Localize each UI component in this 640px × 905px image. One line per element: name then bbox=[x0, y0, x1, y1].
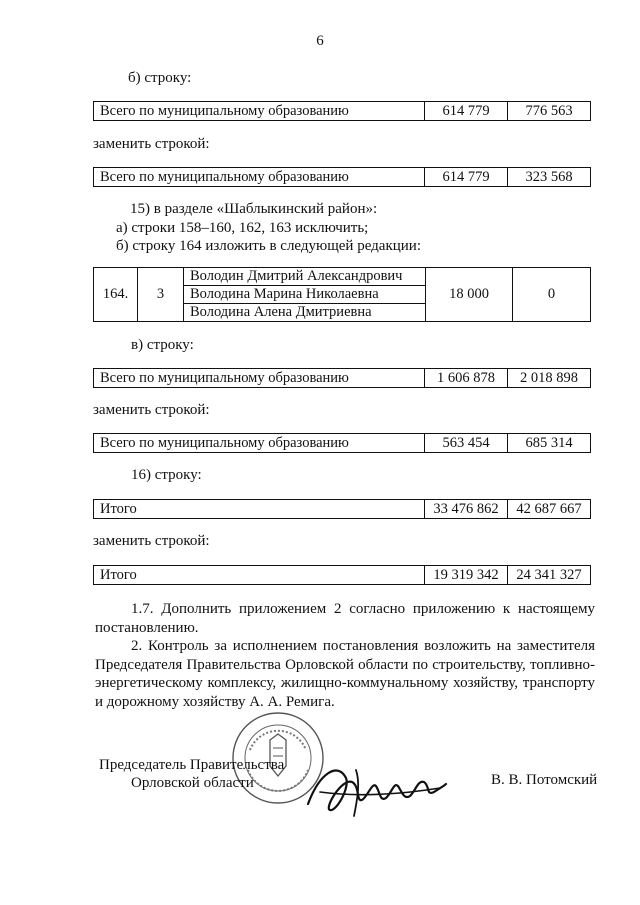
row-family-count: 3 bbox=[138, 268, 184, 322]
signatory-name: В. В. Потомский bbox=[491, 772, 598, 788]
row-label: Всего по муниципальному образованию bbox=[94, 369, 425, 388]
row-value-2: 323 568 bbox=[508, 168, 591, 187]
table-row bbox=[94, 500, 591, 519]
item-16: 16) строку: bbox=[131, 467, 202, 483]
table-row bbox=[94, 102, 591, 121]
table-row bbox=[94, 566, 591, 585]
row-value-2: 776 563 bbox=[508, 102, 591, 121]
row-person-name: Володина Марина Николаевна bbox=[184, 286, 426, 304]
row-label: Всего по муниципальному образованию bbox=[94, 168, 425, 187]
table-row bbox=[94, 369, 591, 388]
table-itogo-new bbox=[93, 565, 591, 585]
row-value-1: 563 454 bbox=[425, 434, 508, 453]
table-row-164 bbox=[93, 267, 591, 322]
table-total-old-2 bbox=[93, 368, 591, 388]
signatory-title-line-1: Председатель Правительства bbox=[99, 757, 285, 773]
signatory-title-line-2: Орловской области bbox=[131, 775, 254, 791]
row-value-2: 0 bbox=[513, 268, 591, 322]
item-15: 15) в разделе «Шаблыкинский район»: bbox=[130, 201, 378, 217]
table-total-old-1 bbox=[93, 101, 591, 121]
row-label: Итого bbox=[94, 566, 425, 585]
row-value-2: 42 687 667 bbox=[508, 500, 591, 519]
handwritten-signature bbox=[300, 752, 450, 822]
row-label: Итого bbox=[94, 500, 425, 519]
paragraph-1-7: 1.7. Дополнить приложением 2 согласно приложению к настоящему постановлению. bbox=[95, 601, 595, 636]
table-total-new-1 bbox=[93, 167, 591, 187]
row-value-1: 33 476 862 bbox=[425, 500, 508, 519]
row-value-1: 1 606 878 bbox=[425, 369, 508, 388]
row-value-1: 614 779 bbox=[425, 102, 508, 121]
row-value-1: 18 000 bbox=[426, 268, 513, 322]
table-row bbox=[94, 168, 591, 187]
row-value-1: 19 319 342 bbox=[425, 566, 508, 585]
row-person-name: Володин Дмитрий Александрович bbox=[184, 268, 426, 286]
table-row bbox=[94, 268, 591, 286]
item-15-a: а) строки 158–160, 162, 163 исключить; bbox=[116, 220, 369, 236]
row-number: 164. bbox=[94, 268, 138, 322]
row-value-1: 614 779 bbox=[425, 168, 508, 187]
row-value-2: 24 341 327 bbox=[508, 566, 591, 585]
row-person-name: Володина Алена Дмитриевна bbox=[184, 304, 426, 322]
replace-with-row-1: заменить строкой: bbox=[93, 136, 210, 152]
row-value-2: 2 018 898 bbox=[508, 369, 591, 388]
row-value-2: 685 314 bbox=[508, 434, 591, 453]
item-v-string: в) строку: bbox=[131, 337, 194, 353]
item-b-string: б) строку: bbox=[128, 70, 192, 86]
paragraph-2: 2. Контроль за исполнением постановления возложить на заместителя Председателя Правительства Орловской области по строительству, топливно-энергетическому комплексу, жилищно-коммунальному хозяйству, транспорту и дорожному хозяйству А. А. Ремига. bbox=[95, 638, 595, 710]
table-row bbox=[94, 434, 591, 453]
item-15-b: б) строку 164 изложить в следующей редакции: bbox=[116, 238, 421, 254]
replace-with-row-3: заменить строкой: bbox=[93, 533, 210, 549]
replace-with-row-2: заменить строкой: bbox=[93, 402, 210, 418]
row-label: Всего по муниципальному образованию bbox=[94, 102, 425, 121]
page-number: 6 bbox=[316, 33, 324, 49]
table-itogo-old bbox=[93, 499, 591, 519]
table-total-new-2 bbox=[93, 433, 591, 453]
row-label: Всего по муниципальному образованию bbox=[94, 434, 425, 453]
